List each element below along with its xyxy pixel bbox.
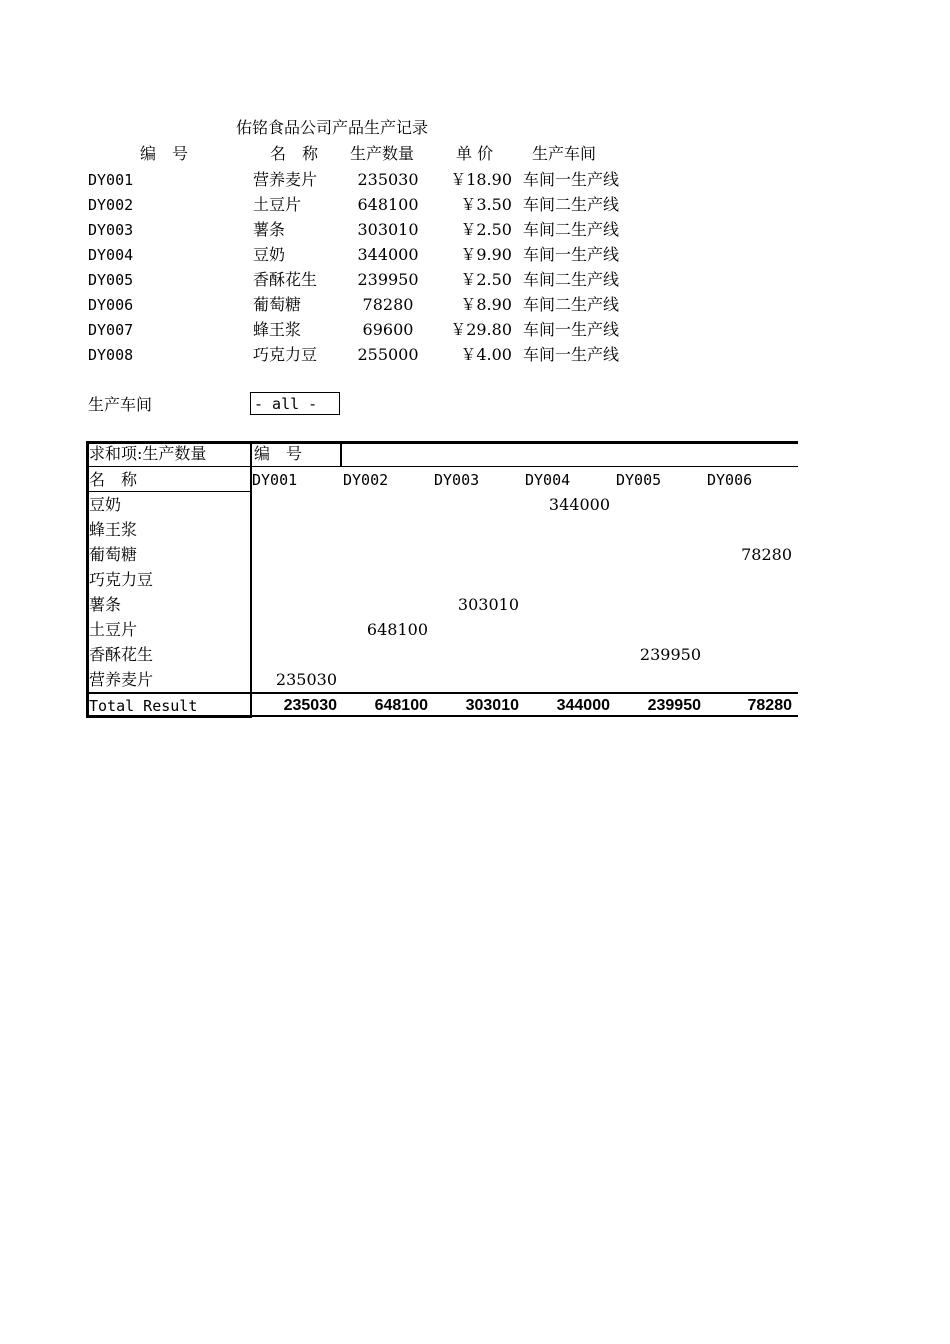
record-price: ￥3.50 [460,195,512,214]
pivot-total-cell: 78280 [747,697,792,714]
pivot-value-cell: 235030 [275,670,337,689]
record-row [0,170,700,195]
record-workshop: 车间二生产线 [523,270,620,289]
record-qty: 303010 [357,220,419,239]
pivot-row-label[interactable]: 巧克力豆 [89,570,154,589]
pivot-line-total [86,692,798,694]
pivot-row-label[interactable]: 营养麦片 [89,670,154,689]
pivot-column-header[interactable]: DY005 [616,471,662,489]
record-name: 蜂王浆 [253,320,302,339]
pivot-row-label[interactable]: 蜂王浆 [89,520,138,539]
record-workshop: 车间一生产线 [523,320,620,339]
pivot-row-label[interactable]: 葡萄糖 [89,545,138,564]
pivot-row-field[interactable]: 名 称 [89,470,138,489]
pivot-total-cell: 239950 [647,697,701,714]
record-row [0,270,700,295]
header-name: 名 称 [270,144,319,163]
record-qty: 648100 [357,195,419,214]
record-price: ￥4.00 [460,345,512,364]
pivot-line-header [86,466,798,467]
filter-label: 生产车间 [88,395,153,414]
record-name: 薯条 [253,220,286,239]
record-name: 香酥花生 [253,270,318,289]
pivot-value-cell: 344000 [548,495,610,514]
record-row [0,220,700,245]
pivot-table [86,441,798,718]
pivot-row-label[interactable]: 豆奶 [89,495,122,514]
pivot-column-header[interactable]: DY001 [252,471,298,489]
record-id: DY004 [88,246,134,264]
record-workshop: 车间一生产线 [523,170,620,189]
pivot-value-cell: 239950 [639,645,701,664]
record-row [0,345,700,370]
record-price: ￥18.90 [450,170,512,189]
record-price: ￥8.90 [460,295,512,314]
pivot-line-colfield [340,441,342,467]
header-qty: 生产数量 [350,144,415,163]
pivot-value-cell: 648100 [366,620,428,639]
record-id: DY008 [88,346,134,364]
pivot-row-label[interactable]: 土豆片 [89,620,138,639]
record-workshop: 车间二生产线 [523,220,620,239]
pivot-line-rowfield [86,491,252,492]
record-price: ￥2.50 [460,220,512,239]
pivot-total-cell: 303010 [465,697,519,714]
record-workshop: 车间一生产线 [523,245,620,264]
pivot-total-cell: 648100 [374,697,428,714]
record-id: DY007 [88,321,134,339]
pivot-data-field[interactable]: 求和项:生产数量 [89,444,207,463]
record-qty: 235030 [357,170,419,189]
filter-dropdown[interactable]: - all - [250,392,340,415]
record-id: DY002 [88,196,134,214]
record-workshop: 车间一生产线 [523,345,620,364]
record-workshop: 车间二生产线 [523,195,620,214]
record-id: DY006 [88,296,134,314]
record-workshop: 车间二生产线 [523,295,620,314]
record-qty: 344000 [357,245,419,264]
record-qty: 255000 [357,345,419,364]
header-price: 单 价 [456,144,494,163]
record-id: DY005 [88,271,134,289]
pivot-total-cell: 235030 [283,697,337,714]
record-price: ￥9.90 [460,245,512,264]
record-name: 营养麦片 [253,170,318,189]
pivot-value-cell: 303010 [457,595,519,614]
record-row [0,320,700,345]
record-row [0,195,700,220]
pivot-column-header[interactable]: DY002 [343,471,389,489]
header-workshop: 生产车间 [532,144,597,163]
pivot-column-header[interactable]: DY006 [707,471,753,489]
pivot-row-label[interactable]: 香酥花生 [89,645,154,664]
record-id: DY003 [88,221,134,239]
pivot-total-label: Total Result [89,697,198,715]
record-qty: 78280 [362,295,414,314]
pivot-row-label[interactable]: 薯条 [89,595,122,614]
pivot-column-header[interactable]: DY004 [525,471,571,489]
record-title: 佑铭食品公司产品生产记录 [236,118,429,137]
pivot-value-cell: 78280 [741,545,792,564]
header-id: 编 号 [140,144,189,163]
record-row [0,295,700,320]
record-price: ￥29.80 [450,320,512,339]
record-id: DY001 [88,171,134,189]
pivot-column-header[interactable]: DY003 [434,471,480,489]
record-name: 豆奶 [253,245,286,264]
record-qty: 69600 [362,320,414,339]
record-price: ￥2.50 [460,270,512,289]
record-name: 葡萄糖 [253,295,302,314]
record-qty: 239950 [357,270,419,289]
record-name: 巧克力豆 [253,345,318,364]
record-name: 土豆片 [253,195,302,214]
pivot-total-cell: 344000 [556,697,610,714]
pivot-column-field[interactable]: 编 号 [254,444,303,463]
record-row [0,245,700,270]
